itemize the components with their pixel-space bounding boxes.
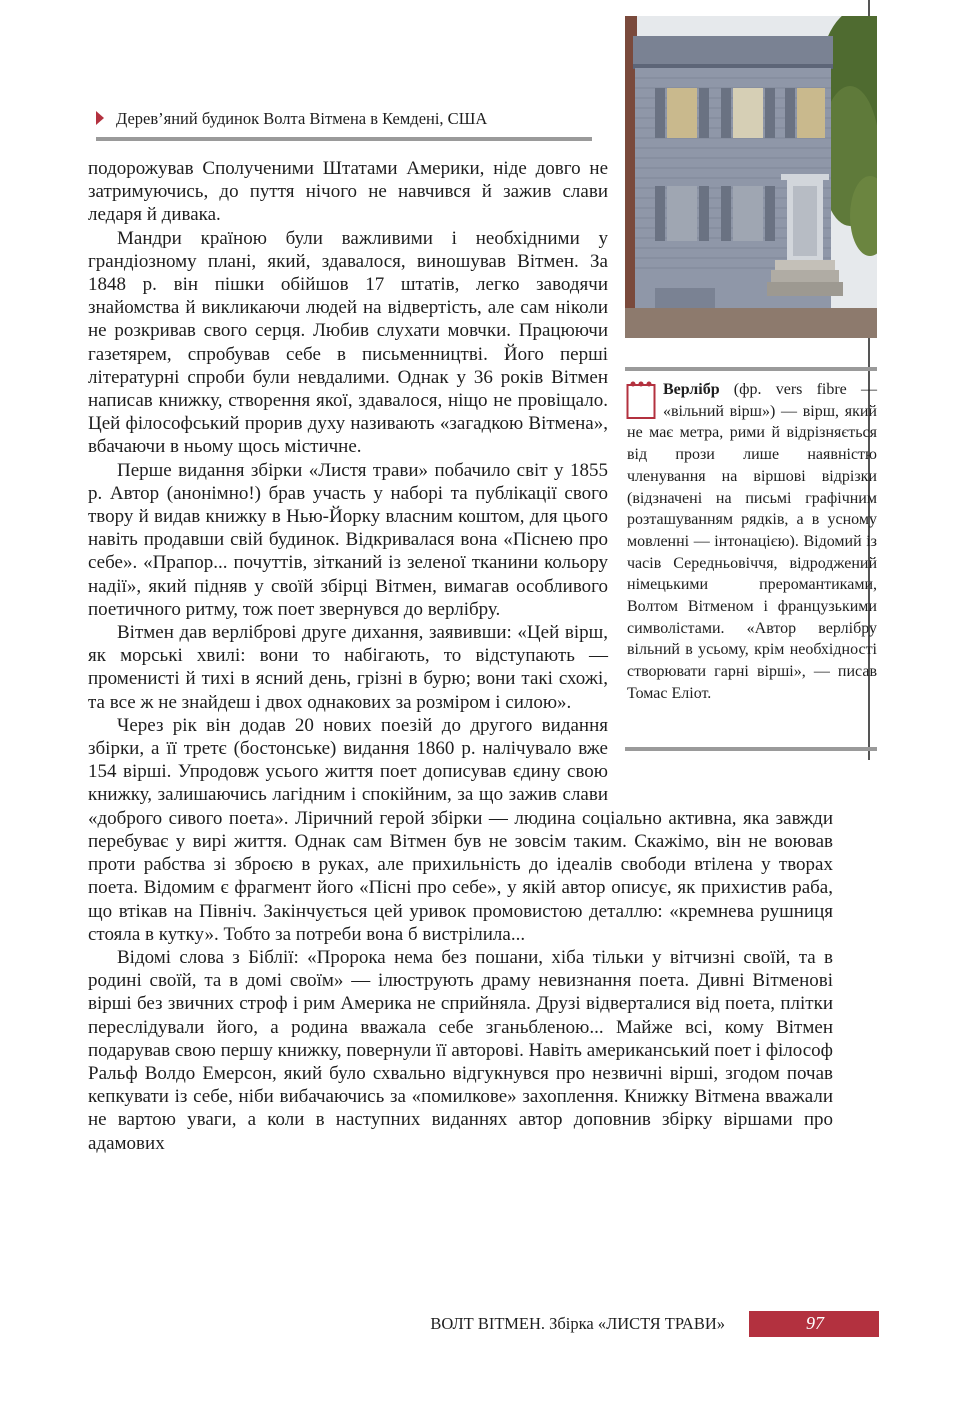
caption-divider (96, 137, 592, 141)
paragraph: подорожував Сполученими Штатами Америки, ніде довго не затримуючись, до пуття нічого не навчився й зажив слави ледаря й дивака. (88, 158, 608, 226)
triangle-bullet-icon (96, 111, 104, 125)
main-text (88, 157, 833, 1155)
paragraph: Вітмен дав верліброві друге дихання, заявивши: «Цей вірш, як морські хвилі: вони то набігають, то відступають — променисті й тихі в ясний день, грізні в бурю; вони такі схожі, та все ж не знайдеш і двох однакових за розміром і силою». (88, 622, 608, 713)
definition-body: (фр. vers fibre — «вільний вірш») — вірш, який не має метра, рими й відрізняється від прози лише наявністю членування на віршові відрізки (відзначені на письмі графічним розташуванням рядків, а в усному мовленні — інтонацією). Відомий із часів Середньовіччя, відроджений німецькими преромантиками, Волтом Вітменом і французькими символістами. «Автор верлібру вільний в усьому, крім необхідності створювати гарні вірші», — писав Томас Еліот. (627, 381, 877, 702)
caption-text: Дерев’яний будинок Волта Вітмена в Кемдені, США (116, 109, 488, 128)
paragraph: Через рік він додав 20 нових поезій до другого видання збірки, а її третє (бостонське) видання 1860 р. налічувало вже 154 вірші. Упродовж усього життя поет дописував єдину свою книжку, залишаючись лагідним і спокійним, за що зажив слави «доброго сивого поета». Ліричний герой збірки — людина соціально активна, яка завжди перебуває у вирі життя. Однак сам Вітмен був не зовсім таким. Скажімо, він не воював проти рабства зі зброєю в руках, але прихильність до ідеалів свободи втілена у творах поета. Відомим є фрагмент його «Пісні про себе», у якій автор описує, як прихистив раба, що втікав на Північ. Закінчується цей уривок промовистою деталлю: «кремнева рушниця стояла в кутку». Тобто за потреби вона б вистрілила... (88, 714, 833, 945)
page-number: 97 (806, 1313, 824, 1333)
paragraph: Перше видання збірки «Листя трави» побачило світ у 1855 р. Автор (анонімно!) брав участь у наборі та публікації свого твору й видав книжку в Нью-Йорку власним коштом, для цього навіть продавши свій будинок. Відкривалася вона «Піснею про себе». «Прапор... почуттів, зітканий із зеленої тканини кольору надії», який підняв у своїй збірці Вітмен, вимагав особливого поетичного ритму, тож поет звернувся до верлібру. (88, 459, 608, 620)
paragraph: Мандри країною були важливими і необхідними у грандіозному плані, який, здавалося, виношував Вітмен. За 1848 р. він пішки обійшов 17 штатів, легко заводячи знайомства й викликаючи людей на відвертість, але сам ніколи не розкривав свого серця. Любив слухати мовчки. Працюючи газетярем, спробував себе в письменництві. Його перші літературні спроби були невдалими. Однак у 36 років Вітмен написав книжку, створення якої, здавалося, ніщо не провіщало. Цей філософський прорив духу називають «загадкою Вітмена», вбачаючи в ньому щось містичне. (88, 227, 608, 458)
photo-caption (96, 106, 590, 132)
definition-term: Верлібр (663, 381, 720, 398)
paragraph: Відомі слова з Біблії: «Пророка нема без пошани, хіба тільки у вітчизні своїй, та в родині своїй, та в домі своїм» — ілюструють драму невизнання поета. Дивні Вітменові вірші без звичних строф і рим Америка не сприйняла. Друзі відверталися від поета, плітки переслідували його, а родина вважала себе зганьбленою... Майже всі, кому Вітмен подарував свою першу книжку, повернули її авторові. Навіть американський поет і філософ Ральф Волдо Емерсон, який було схвально відгукнувся про незвичні вірші, згодом почав кепкувати із себе, ніби вибачаючись за «помилкове» захоплення. Книжку Вітмена вважали не вартою уваги, а коли в наступних виданнях автор доповнив збірку віршами про адамових (88, 946, 833, 1154)
running-title: ВОЛТ ВІТМЕН. Збірка «ЛИСТЯ ТРАВИ» (430, 1314, 725, 1333)
